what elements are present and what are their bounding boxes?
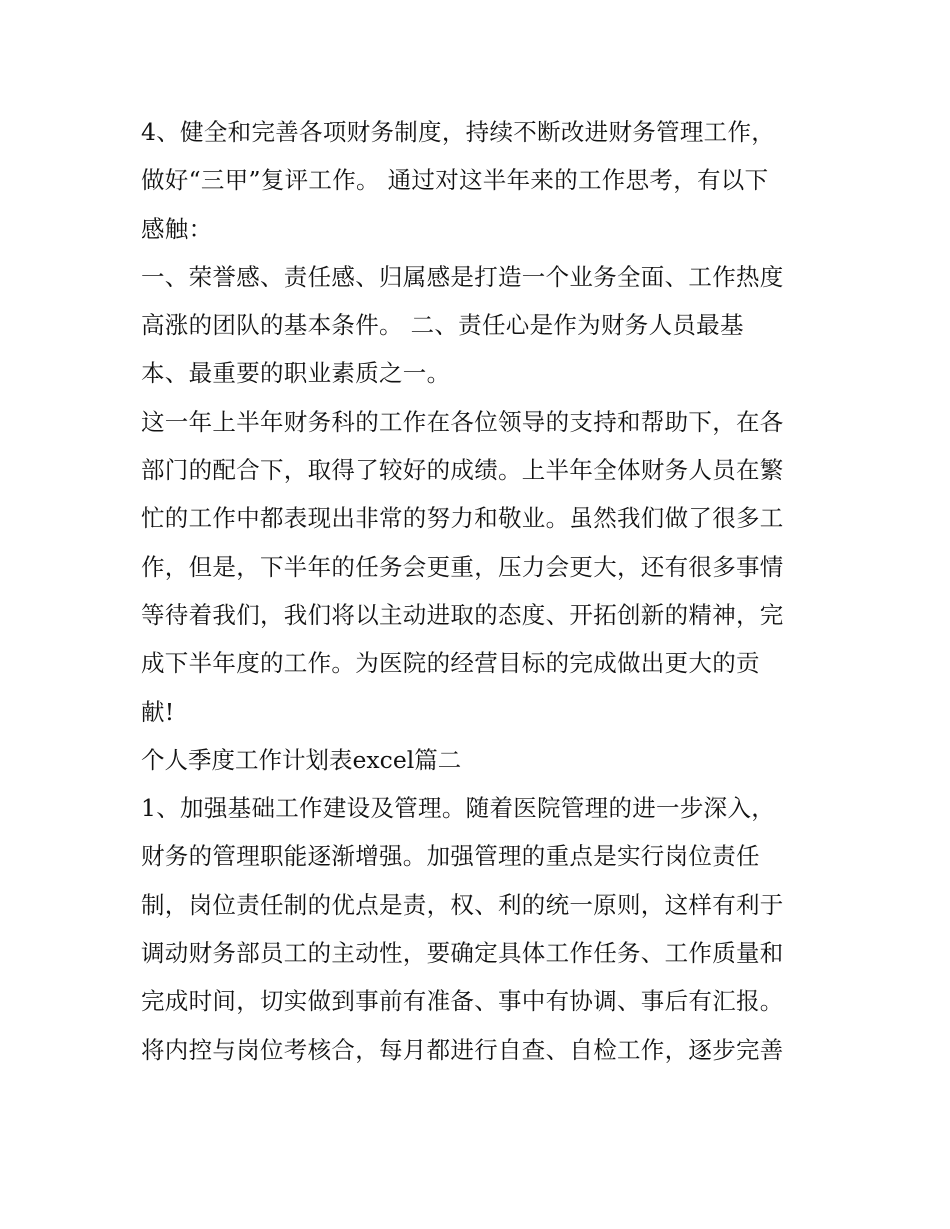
text-line: 高涨的团队的基本条件。 二、责任心是作为财务人员最基 [141, 311, 744, 340]
text-line: 1、加强基础工作建设及管理。随着医院管理的进一步深入， [141, 794, 776, 823]
text-line: 完成时间，切实做到事前有准备、事中有协调、事后有汇报。 [141, 987, 784, 1016]
text-line: 成下半年度的工作。为医院的经营目标的完成做出更大的贡 [141, 649, 760, 678]
text-line: 部门的配合下，取得了较好的成绩。上半年全体财务人员在繁 [141, 456, 784, 485]
text-line: 做好“三甲”复评工作。 通过对这半年来的工作思考，有以下 [141, 166, 769, 195]
text-line: 作，但是，下半年的任务会更重，压力会更大，还有很多事情 [141, 552, 784, 581]
text-line: 等待着我们，我们将以主动进取的态度、开拓创新的精神，完 [141, 600, 784, 629]
text-line: 忙的工作中都表现出非常的努力和敬业。虽然我们做了很多工 [141, 504, 784, 533]
section-heading: 个人季度工作计划表excel篇二 [141, 745, 462, 774]
text-line: 感触： [141, 214, 213, 243]
text-line: 将内控与岗位考核合，每月都进行自查、自检工作，逐步完善 [141, 1035, 784, 1064]
text-line: 制，岗位责任制的优点是责，权、利的统一原则，这样有利于 [141, 890, 784, 919]
document-body [141, 108, 831, 1074]
text-line: 4、健全和完善各项财务制度，持续不断改进财务管理工作， [141, 118, 776, 146]
text-line: 这一年上半年财务科的工作在各位领导的支持和帮助下，在各 [141, 407, 784, 436]
text-line: 财务的管理职能逐渐增强。加强管理的重点是实行岗位责任 [141, 842, 760, 871]
text-line: 献! [141, 697, 175, 726]
text-line: 一、荣誉感、责任感、归属感是打造一个业务全面、工作热度 [141, 262, 784, 291]
text-line: 调动财务部员工的主动性，要确定具体工作任务、工作质量和 [141, 939, 784, 968]
text-line: 本、最重要的职业素质之一。 [141, 359, 451, 388]
